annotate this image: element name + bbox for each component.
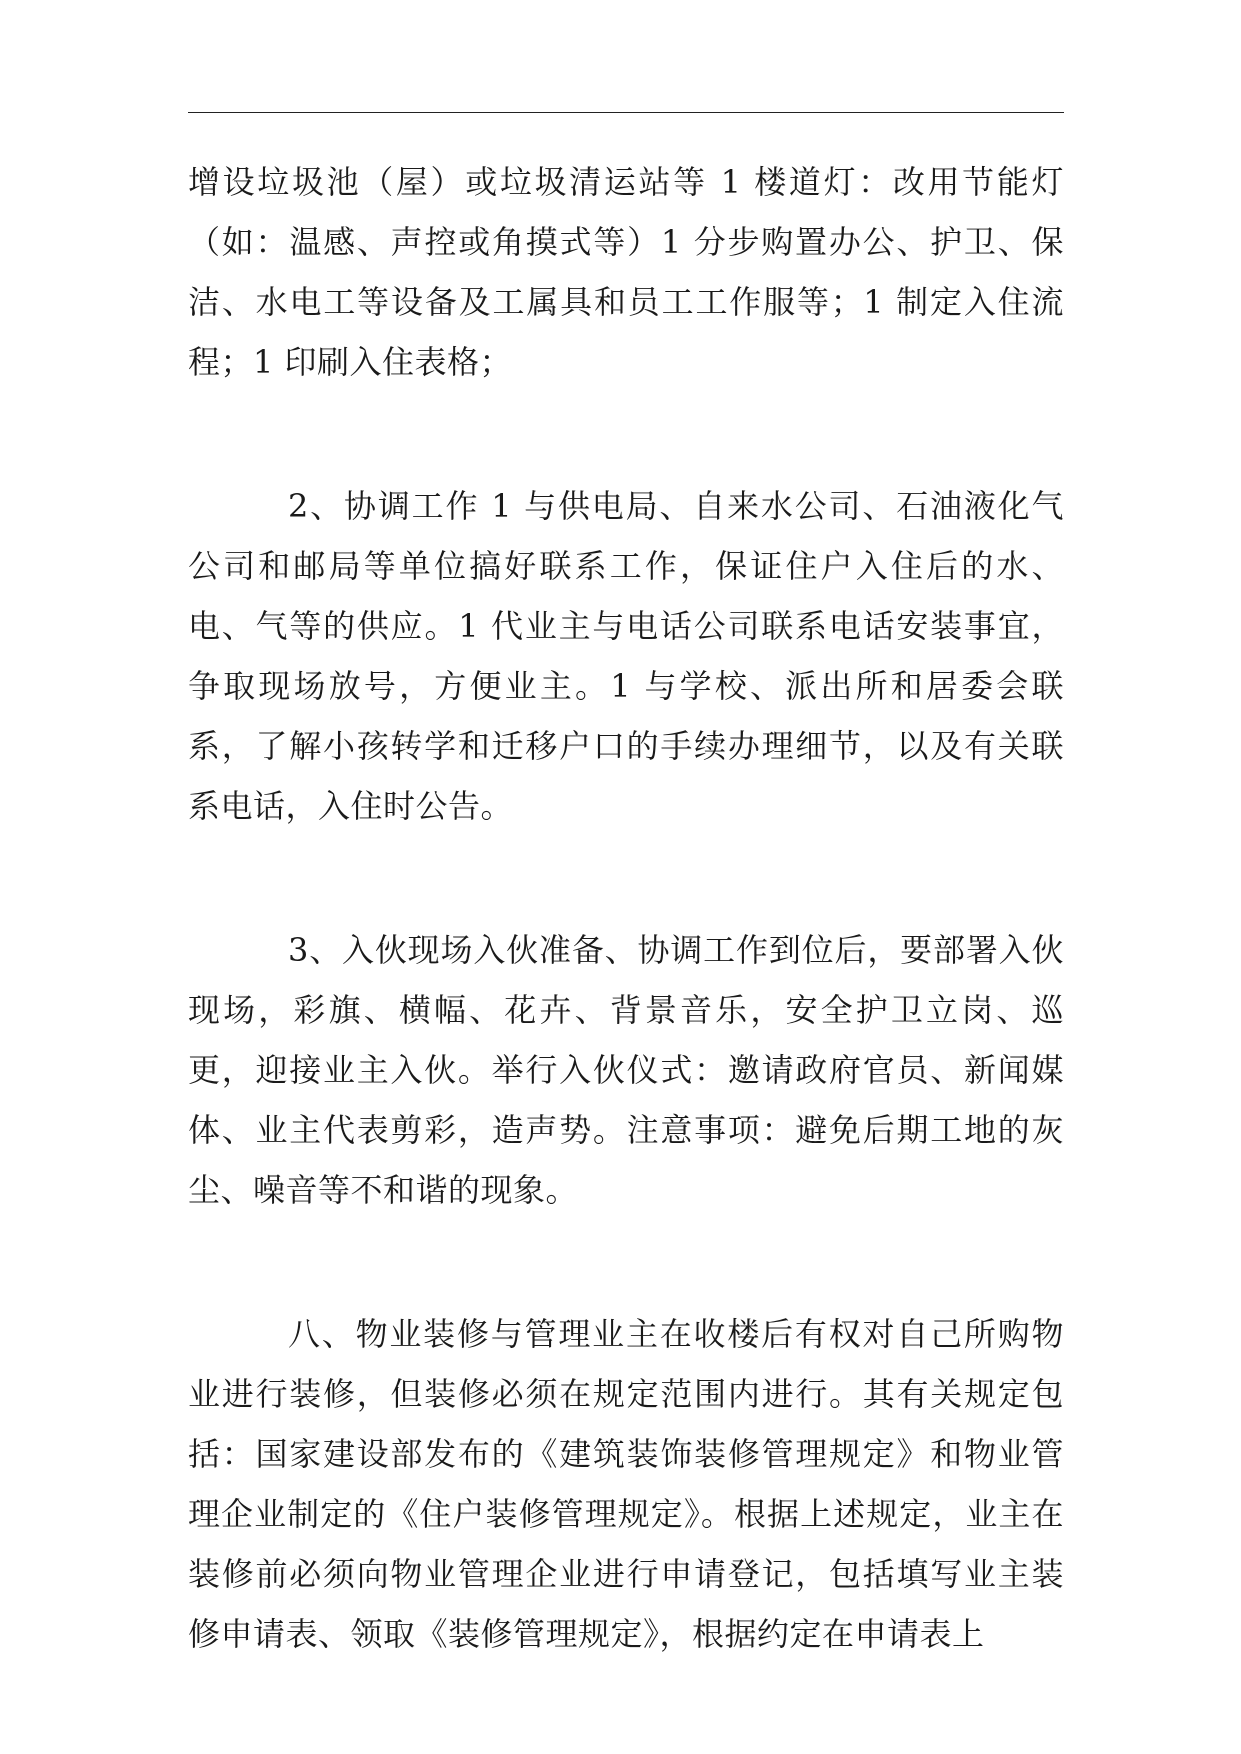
paragraph-1: 增设垃圾池（屋）或垃圾清运站等 1 楼道灯：改用节能灯（如：温感、声控或角摸式等）1 分步购置办公、护卫、保洁、水电工等设备及工属具和员工工作服等；1 制定入住流程；1 印刷入住表格； bbox=[188, 163, 1064, 381]
paragraph-2: 2、协调工作 1 与供电局、自来水公司、石油液化气公司和邮局等单位搞好联系工作，保证住户入住后的水、电、气等的供应。1 代业主与电话公司联系电话安装事宜，争取现场放号，方便业主。1 与学校、派出所和居委会联系，了解小孩转学和迁移户口的手续办理细节，以及有关联系电话，入住时公告。 bbox=[188, 487, 1064, 825]
paragraph-gap bbox=[188, 392, 1064, 476]
paragraph-gap bbox=[188, 1220, 1064, 1304]
document-body bbox=[188, 152, 1064, 1664]
header-rule bbox=[188, 112, 1064, 113]
paragraph-3: 3、入伙现场入伙准备、协调工作到位后，要部署入伙现场，彩旗、横幅、花卉、背景音乐，安全护卫立岗、巡更，迎接业主入伙。举行入伙仪式：邀请政府官员、新闻媒体、业主代表剪彩，造声势。注意事项：避免后期工地的灰尘、噪音等不和谐的现象。 bbox=[188, 931, 1064, 1209]
paragraph-4: 八、物业装修与管理业主在收楼后有权对自己所购物业进行装修，但装修必须在规定范围内进行。其有关规定包括：国家建设部发布的《建筑装饰装修管理规定》和物业管理企业制定的《住户装修管理规定》。根据上述规定，业主在装修前必须向物业管理企业进行申请登记，包括填写业主装修申请表、领取《装修管理规定》，根据约定在申请表上 bbox=[188, 1315, 1064, 1653]
paragraph-gap bbox=[188, 836, 1064, 920]
